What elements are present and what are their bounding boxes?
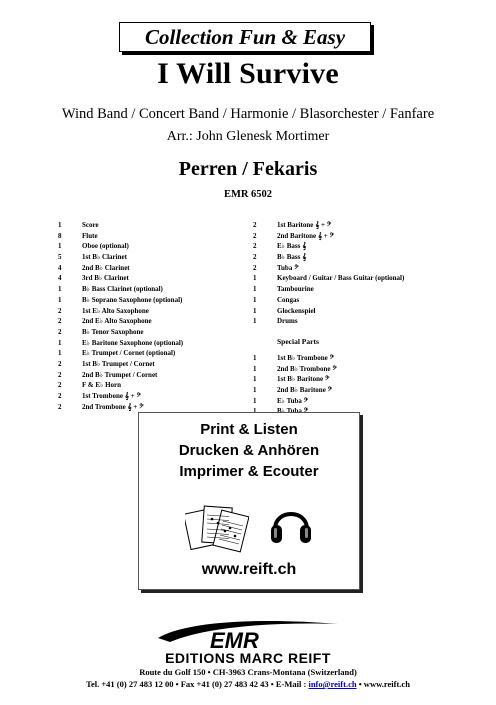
publisher-address: Route du Golf 150 • CH-3963 Crans-Montana (Switzerland) — [139, 667, 357, 677]
special-part-row: 1 2nd B♭ Baritone 𝄢 — [253, 385, 333, 394]
part-row: 1 Tambourine — [253, 285, 314, 294]
promo-line-german: Drucken & Anhören — [178, 442, 320, 459]
special-part-row: 1 2nd B♭ Trombone 𝄢 — [253, 364, 337, 373]
part-row: 1 Drums — [253, 317, 298, 326]
part-row: 2 Tuba 𝄢 — [253, 263, 299, 272]
part-row: 1 B♭ Bass Clarinet (optional) — [58, 285, 163, 294]
email-link[interactable]: info@reift.ch — [308, 679, 357, 689]
part-row: 8 Flute — [58, 231, 98, 240]
part-row: 1 B♭ Soprano Saxophone (optional) — [58, 295, 183, 304]
ensemble-subtitle: Wind Band / Concert Band / Harmonie / Blasorchester / Fanfare — [61, 106, 435, 122]
piece-title: I Will Survive — [157, 57, 339, 90]
part-row: 4 3rd B♭ Clarinet — [58, 274, 129, 283]
sheet-music-icon — [185, 501, 249, 558]
part-row: 4 2nd B♭ Clarinet — [58, 263, 130, 272]
special-part-row: 1 1st B♭ Trombone 𝄢 — [253, 353, 335, 362]
part-row: 2 B♭ Tenor Saxophone — [58, 327, 144, 336]
part-row: 2 2nd Baritone 𝄞 + 𝄢 — [253, 231, 334, 240]
print-listen-box[interactable] — [138, 412, 360, 590]
part-row: 2 2nd E♭ Alto Saxophone — [58, 317, 152, 326]
part-row: 2 1st Trombone 𝄞 + 𝄢 — [58, 392, 141, 400]
parts-list-left — [58, 220, 248, 412]
part-row: 2 B♭ Bass 𝄞 — [253, 253, 307, 262]
part-row: 1 E♭ Baritone Saxophone (optional) — [58, 338, 184, 347]
part-row: 1 Keyboard / Guitar / Bass Guitar (optional) — [253, 274, 405, 283]
special-part-row: 1 1st B♭ Baritone 𝄢 — [253, 375, 330, 384]
part-row: 1 Oboe (optional) — [58, 242, 129, 251]
part-row: 1 E♭ Trumpet / Cornet (optional) — [58, 349, 176, 358]
catalog-number: EMR 6502 — [223, 189, 273, 200]
arranger-credit: Arr.: John Glenesk Mortimer — [166, 129, 330, 144]
part-row: 2 1st Baritone 𝄞 + 𝄢 — [253, 221, 332, 229]
series-title-box — [119, 22, 371, 52]
special-part-row: 1 E♭ Tuba 𝄢 — [253, 396, 309, 405]
part-row: 2 1st E♭ Alto Saxophone — [58, 306, 149, 315]
part-row: 2 E♭ Bass 𝄞 — [253, 242, 307, 251]
part-row: 2 2nd B♭ Trumpet / Cornet — [58, 370, 158, 379]
headphones-icon — [269, 499, 313, 552]
promo-line-english: Print & Listen — [200, 421, 298, 438]
publisher-logo — [148, 618, 348, 671]
part-row: 2 2nd Trombone 𝄞 + 𝄢 — [58, 402, 144, 411]
part-row: 1 Glockenspiel — [253, 306, 316, 315]
logo-mark: EMR — [210, 628, 259, 653]
composer-credit: Perren / Fekaris — [178, 158, 318, 180]
parts-list-right — [253, 220, 453, 417]
series-title: Collection Fun & Easy — [144, 24, 346, 49]
part-row: 1 Score — [58, 221, 99, 229]
promo-url: www.reift.ch — [201, 561, 297, 578]
publisher-contact: Tel. +41 (0) 27 483 12 00 • Fax +41 (0) 27 483 42 43 • E-Mail : info@reift.ch • www.reift.ch — [86, 679, 410, 689]
logo-name: EDITIONS MARC REIFT — [165, 650, 331, 666]
part-row: 2 F & E♭ Horn — [58, 381, 122, 390]
part-row: 2 1st B♭ Trumpet / Cornet — [58, 359, 155, 368]
promo-line-french: Imprimer & Ecouter — [179, 463, 319, 480]
part-row: 5 1st B♭ Clarinet — [58, 253, 127, 262]
part-row: 1 Congas — [253, 295, 300, 304]
special-parts-heading: Special Parts — [277, 336, 319, 346]
